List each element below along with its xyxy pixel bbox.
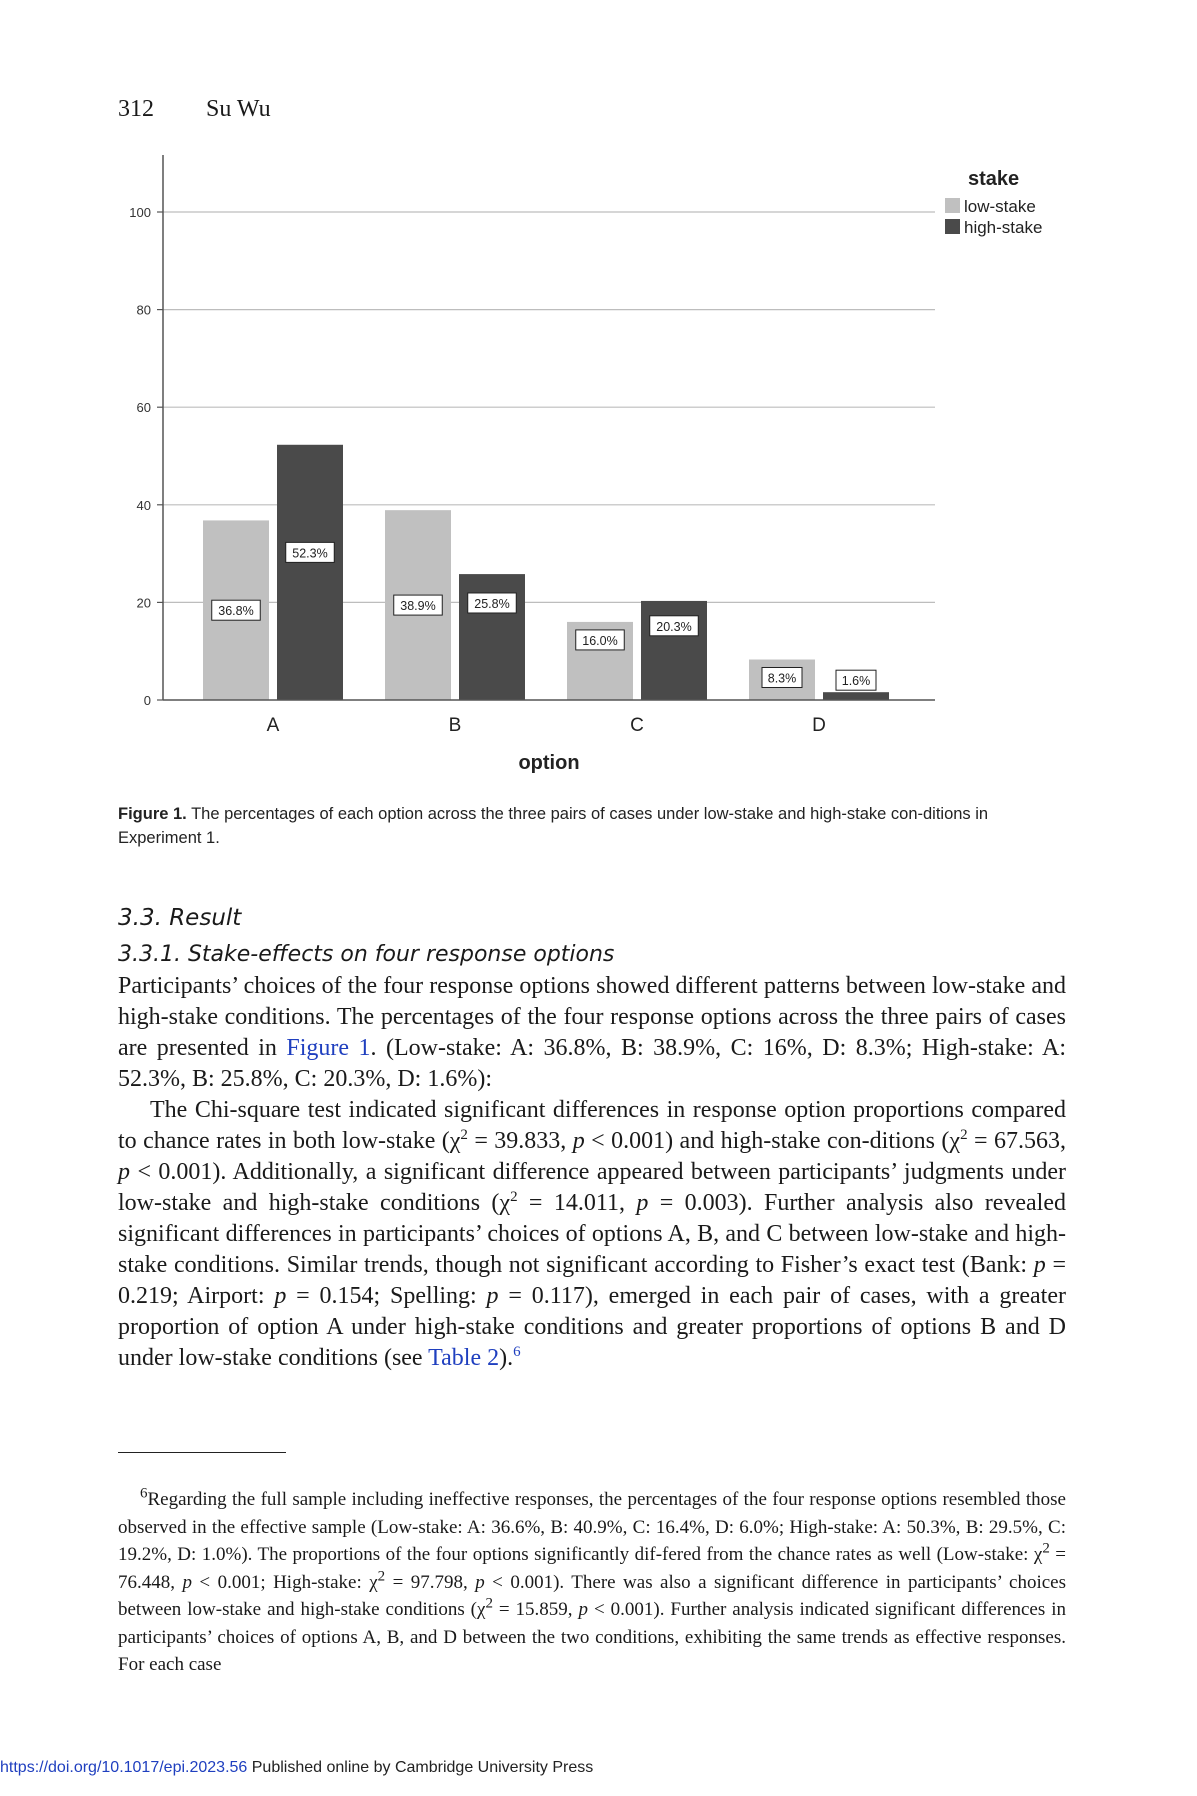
table-2-link[interactable]: Table 2 bbox=[428, 1345, 500, 1371]
chart-bars bbox=[203, 445, 889, 700]
x-tick-label: A bbox=[266, 715, 280, 736]
legend-label-low-stake: low-stake bbox=[964, 197, 1036, 216]
x-tick-label: D bbox=[812, 715, 826, 736]
paragraph-1: Participants’ choices of the four response options showed different patterns between low-stake and high-stake conditions. The percentages of the four response options across the three pairs of cases are presented in Figure 1. (Low-stake: A: 36.8%, B: 38.9%, C: 16%, D: 8.3%; High-stake: A: 52.3%, B: 25.8%, C: 20.3%, D: 1.6%): bbox=[118, 973, 1066, 1092]
paragraph-2: The Chi-square test indicated significant differences in response option proportions compared to chance rates in both low-stake ($\chi^2 = 39.833$, p < 0.001) and high-stake con-ditions ($\chi^2 = 67.563$, p < 0.001). Additionally, a significant difference appeared between participants’ judgments under low-stake and high-stake conditions ($\chi^2 = 14.011$, p = 0.003). Further analysis also revealed significant differences in participants’ choices of options A, B, and C between low-stake and high-stake conditions. Similar trends, though not significant according to Fisher’s exact test (Bank: p = 0.219; Airport: p = 0.154; Spelling: p = 0.117), emerged in each pair of cases, with a greater proportion of option A under high-stake conditions and greater proportions of options B and D under low-stake conditions (see Table 2).$^6$ bbox=[118, 1097, 1066, 1371]
bar-data-label: 20.3% bbox=[656, 619, 692, 634]
footnote-6-ref[interactable]: 6 bbox=[513, 1344, 521, 1360]
bar-data-label: 52.3% bbox=[292, 546, 328, 561]
bar-data-label: 8.3% bbox=[767, 671, 797, 686]
bar-high-stake-D bbox=[823, 692, 889, 700]
footnote-mark: 6 bbox=[140, 1485, 148, 1502]
legend-title: stake bbox=[968, 168, 1020, 190]
body-text bbox=[118, 971, 1066, 1374]
x-tick-label: C bbox=[630, 715, 644, 736]
bar-data-label: 36.8% bbox=[218, 604, 254, 619]
x-axis-ticks bbox=[267, 715, 826, 736]
bar-data-label: 25.8% bbox=[474, 596, 510, 611]
figure-caption-text: The percentages of each option across the three pairs of cases under low-stake and high-stake con-ditions in Experiment 1. bbox=[118, 805, 989, 847]
figure-label: Figure 1. bbox=[118, 805, 187, 823]
bar-data-label: 38.9% bbox=[400, 599, 436, 614]
subsection-heading: 3.3.1. Stake-effects on four response options bbox=[118, 942, 615, 967]
y-tick-label: 60 bbox=[136, 400, 151, 416]
publisher-note: Published online by Cambridge University Press bbox=[247, 1759, 594, 1776]
y-axis-ticks bbox=[129, 205, 163, 708]
figure-1-link[interactable]: Figure 1 bbox=[286, 1035, 371, 1061]
footnote-6: $^6$Regarding the full sample including ineffective responses, the percentages of the four response options resembled those observed in the effective sample (Low-stake: A: 36.6%, B: 40.9%, C: 16.4%, D: 6.0%; High-stake: A: 50.3%, B: 29.5%, C: 19.2%, D: 1.0%). The proportions of the four options significantly dif-fered from the chance rates as well (Low-stake: $\chi^2 = 76.448$, p < 0.001; High-stake: $\chi^2 = 97.798$, p < 0.001). There was also a significant difference in participants’ choices between low-stake and high-stake conditions ($\chi^2 = 15.859$, p < 0.001). Further analysis indicated significant differences in participants’ choices of options A, B, and D between the two conditions, exhibiting the same trends as effective responses. For each case bbox=[118, 1485, 1066, 1675]
footnote-rule bbox=[118, 1452, 286, 1453]
running-author: Su Wu bbox=[206, 96, 271, 122]
x-axis-label: option bbox=[518, 752, 580, 774]
figure-caption bbox=[118, 802, 1068, 850]
y-tick-label: 40 bbox=[136, 497, 151, 513]
legend-label-high-stake: high-stake bbox=[964, 218, 1043, 237]
doi-link[interactable]: https://doi.org/10.1017/epi.2023.56 bbox=[0, 1759, 248, 1776]
bar-chart bbox=[0, 0, 1197, 800]
y-tick-label: 20 bbox=[136, 595, 151, 611]
legend-swatch-high-stake bbox=[945, 219, 960, 234]
page-number: 312 bbox=[118, 96, 154, 122]
bar-data-label: 1.6% bbox=[841, 674, 871, 689]
legend-swatch-low-stake bbox=[945, 198, 960, 213]
y-tick-label: 0 bbox=[143, 693, 151, 708]
x-tick-label: B bbox=[448, 715, 462, 736]
chart-legend bbox=[945, 168, 1042, 237]
section-heading: 3.3. Result bbox=[118, 905, 242, 931]
y-tick-label: 100 bbox=[129, 205, 151, 220]
bar-high-stake-A bbox=[277, 445, 343, 700]
y-tick-label: 80 bbox=[136, 302, 151, 318]
doi-footer bbox=[0, 1759, 593, 1777]
bar-data-label: 16.0% bbox=[582, 633, 618, 648]
